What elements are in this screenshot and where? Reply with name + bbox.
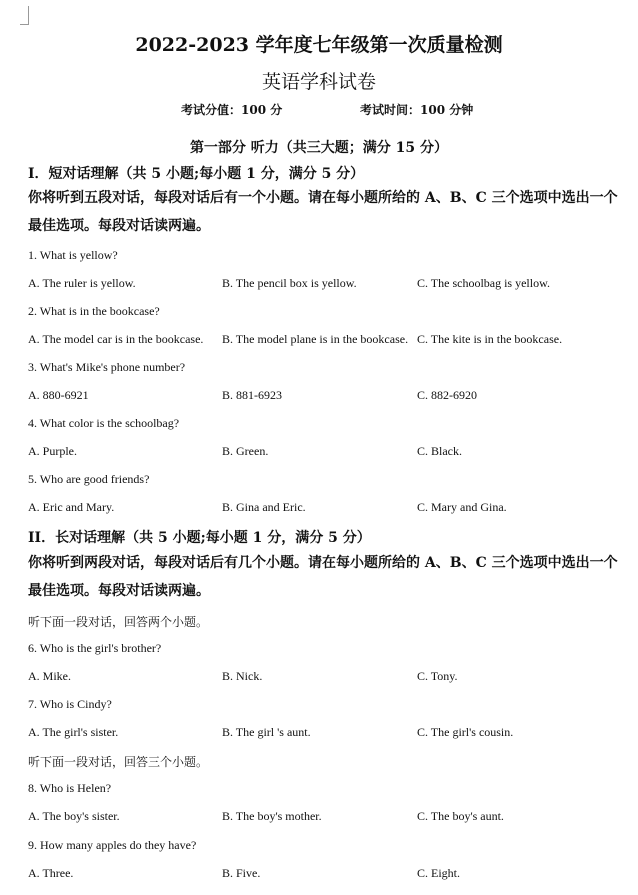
- exam-time: 考试时间：100 分钟: [360, 103, 474, 117]
- question-2-option-b: B. The model plane is in the bookcase.: [222, 332, 409, 346]
- question-5-option-a: A. Eric and Mary.: [28, 500, 115, 514]
- question-8: 8. Who is Helen?: [28, 781, 112, 795]
- question-2-option-c: C. The kite is in the bookcase.: [417, 332, 563, 346]
- question-3-option-b: B. 881-6923: [222, 388, 282, 402]
- question-7-option-b: B. The girl 's aunt.: [222, 725, 311, 739]
- question-4: 4. What color is the schoolbag?: [28, 416, 180, 430]
- question-9-option-a: A. Three.: [28, 866, 74, 880]
- question-6-option-c: C. Tony.: [417, 669, 458, 683]
- exam-subtitle: 英语学科试卷: [261, 71, 376, 93]
- question-6-option-a: A. Mike.: [28, 669, 71, 683]
- question-1-option-a: A. The ruler is yellow.: [28, 276, 136, 290]
- exam-title: 2022-2023 学年度七年级第一次质量检测: [135, 34, 503, 56]
- question-9-option-c: C. Eight.: [417, 866, 461, 880]
- question-5-option-b: B. Gina and Eric.: [222, 500, 306, 514]
- question-3: 3. What's Mike's phone number?: [28, 360, 186, 374]
- question-5: 5. Who are good friends?: [28, 472, 150, 486]
- page-corner-mark: [20, 6, 29, 25]
- question-3-option-c: C. 882-6920: [417, 388, 477, 402]
- part-one-heading: 第一部分 听力（共三大题；满分 15 分）: [189, 140, 449, 156]
- question-1: 1. What is yellow?: [28, 248, 118, 262]
- question-6: 6. Who is the girl's brother?: [28, 641, 162, 655]
- question-8-option-c: C. The boy's aunt.: [417, 809, 504, 823]
- section-1-instruction: 你将听到五段对话，每段对话后有一个小题。请在每小题所给的 A、B、C 三个选项中选出一个最佳选项。每段对话读两遍。: [28, 190, 618, 234]
- question-8-option-b: B. The boy's mother.: [222, 809, 322, 823]
- question-4-option-b: B. Green.: [222, 444, 269, 458]
- question-1-option-c: C. The schoolbag is yellow.: [417, 276, 550, 290]
- question-2-option-a: A. The model car is in the bookcase.: [28, 332, 204, 346]
- question-7-option-a: A. The girl's sister.: [28, 725, 119, 739]
- dialogue-note-1: 听下面一段对话，回答两个小题。: [28, 615, 209, 629]
- exam-score: 考试分值：100 分: [181, 103, 283, 117]
- section-1-heading: I．短对话理解（共 5 小题;每小题 1 分，满分 5 分）: [28, 166, 365, 182]
- question-4-option-c: C. Black.: [417, 444, 462, 458]
- question-5-option-c: C. Mary and Gina.: [417, 500, 507, 514]
- question-8-option-a: A. The boy's sister.: [28, 809, 120, 823]
- question-7-option-c: C. The girl's cousin.: [417, 725, 514, 739]
- question-9: 9. How many apples do they have?: [28, 838, 197, 852]
- section-2-instruction: 你将听到两段对话，每段对话后有几个小题。请在每小题所给的 A、B、C 三个选项中选出一个最佳选项。每段对话读两遍。: [28, 555, 618, 599]
- question-7: 7. Who is Cindy?: [28, 697, 112, 711]
- question-3-option-a: A. 880-6921: [28, 388, 89, 402]
- question-1-option-b: B. The pencil box is yellow.: [222, 276, 357, 290]
- question-6-option-b: B. Nick.: [222, 669, 263, 683]
- section-2-heading: II．长对话理解（共 5 小题;每小题 1 分，满分 5 分）: [28, 530, 371, 546]
- dialogue-note-2: 听下面一段对话，回答三个小题。: [28, 755, 209, 769]
- question-2: 2. What is in the bookcase?: [28, 304, 160, 318]
- question-4-option-a: A. Purple.: [28, 444, 77, 458]
- question-9-option-b: B. Five.: [222, 866, 261, 880]
